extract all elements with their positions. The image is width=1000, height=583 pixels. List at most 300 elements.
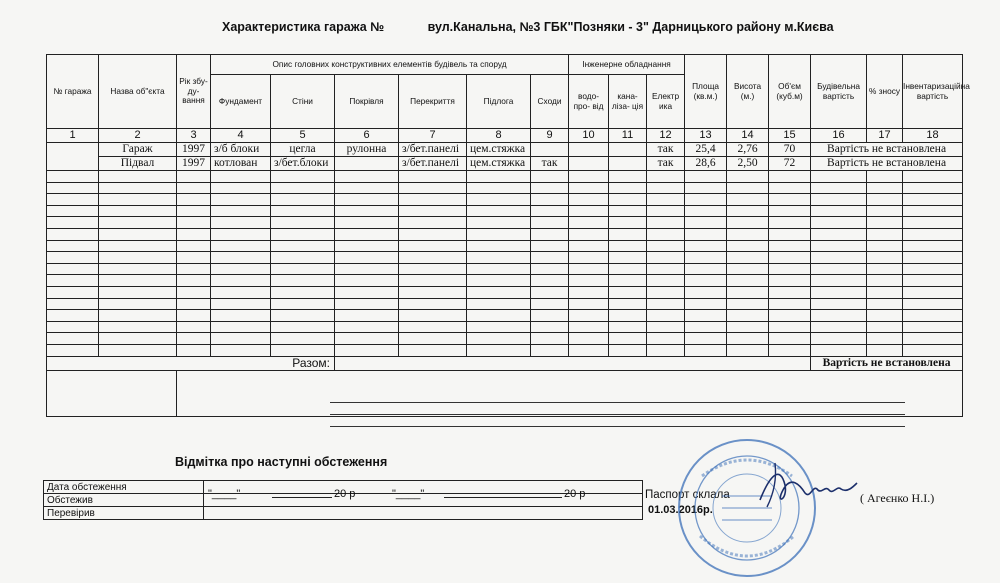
empty-cell	[647, 240, 685, 252]
empty-cell	[531, 298, 569, 310]
empty-cell	[727, 205, 769, 217]
empty-cell	[647, 298, 685, 310]
empty-cell	[399, 182, 467, 194]
empty-cell	[769, 240, 811, 252]
empty-cell	[399, 287, 467, 299]
empty-cell	[47, 240, 99, 252]
empty-cell	[399, 344, 467, 356]
empty-cell	[47, 171, 99, 183]
empty-cell	[335, 205, 399, 217]
empty-cell	[399, 263, 467, 275]
empty-cell	[647, 171, 685, 183]
empty-cell	[335, 252, 399, 264]
empty-cell	[467, 252, 531, 264]
col-number: 5	[271, 129, 335, 143]
col-floor: Підлога	[467, 75, 531, 129]
date1-month-line	[272, 485, 332, 498]
empty-cell	[647, 344, 685, 356]
empty-cell	[99, 344, 177, 356]
empty-cell	[569, 252, 609, 264]
empty-cell	[647, 287, 685, 299]
col-year: Рік збу- ду- вання	[177, 55, 211, 129]
empty-cell	[903, 333, 963, 345]
empty-cell	[47, 344, 99, 356]
electric-cell: так	[647, 156, 685, 170]
empty-row	[47, 217, 963, 229]
empty-cell	[531, 171, 569, 183]
date2-year: 20 р	[564, 488, 586, 500]
empty-cell	[727, 229, 769, 241]
empty-cell	[903, 194, 963, 206]
empty-cell	[271, 171, 335, 183]
empty-cell	[769, 217, 811, 229]
empty-cell	[99, 287, 177, 299]
empty-cell	[903, 263, 963, 275]
empty-cell	[399, 321, 467, 333]
col-number: 6	[335, 129, 399, 143]
empty-cell	[211, 217, 271, 229]
group-structural-elements: Опис головних конструктивних елементів будівель та споруд	[211, 55, 569, 75]
empty-row	[47, 275, 963, 287]
empty-cell	[685, 194, 727, 206]
empty-cell	[769, 182, 811, 194]
empty-cell	[769, 171, 811, 183]
empty-cell	[399, 333, 467, 345]
empty-cell	[467, 194, 531, 206]
empty-row	[47, 298, 963, 310]
empty-cell	[769, 229, 811, 241]
electric-cell: так	[647, 142, 685, 156]
empty-cell	[467, 287, 531, 299]
roof-cell	[335, 156, 399, 170]
empty-cell	[47, 333, 99, 345]
object-name-cell: Гараж	[99, 142, 177, 156]
empty-cell	[647, 182, 685, 194]
empty-cell	[335, 229, 399, 241]
empty-cell	[467, 171, 531, 183]
empty-cell	[211, 240, 271, 252]
empty-cell	[399, 298, 467, 310]
empty-cell	[531, 321, 569, 333]
total-label: Разом:	[47, 356, 335, 371]
empty-cell	[685, 240, 727, 252]
col-stairs: Сходи	[531, 75, 569, 129]
empty-cell	[47, 205, 99, 217]
empty-cell	[211, 205, 271, 217]
empty-cell	[867, 240, 903, 252]
empty-cell	[903, 182, 963, 194]
empty-cell	[531, 217, 569, 229]
empty-cell	[177, 205, 211, 217]
empty-cell	[335, 240, 399, 252]
empty-cell	[47, 321, 99, 333]
date2-day: "____"	[392, 488, 425, 500]
empty-cell	[271, 240, 335, 252]
col-number: 18	[903, 129, 963, 143]
empty-cell	[531, 263, 569, 275]
empty-row	[47, 333, 963, 345]
empty-cell	[177, 275, 211, 287]
blank-rows	[47, 171, 963, 357]
empty-row	[47, 182, 963, 194]
empty-cell	[467, 240, 531, 252]
empty-cell	[335, 275, 399, 287]
roof-cell: рулонна	[335, 142, 399, 156]
empty-cell	[177, 321, 211, 333]
empty-cell	[685, 182, 727, 194]
empty-cell	[867, 229, 903, 241]
empty-cell	[211, 298, 271, 310]
empty-cell	[685, 229, 727, 241]
empty-cell	[647, 252, 685, 264]
empty-cell	[335, 194, 399, 206]
empty-cell	[99, 333, 177, 345]
inspected-by-label: Обстежив	[44, 494, 204, 507]
empty-cell	[99, 263, 177, 275]
empty-cell	[903, 252, 963, 264]
empty-cell	[609, 321, 647, 333]
empty-cell	[99, 182, 177, 194]
empty-cell	[811, 275, 867, 287]
total-row	[47, 356, 963, 371]
empty-cell	[467, 229, 531, 241]
empty-row	[47, 205, 963, 217]
empty-cell	[867, 252, 903, 264]
table-row	[47, 156, 963, 170]
empty-cell	[531, 275, 569, 287]
empty-cell	[99, 252, 177, 264]
empty-cell	[685, 217, 727, 229]
address-text: вул.Канальна, №3 ГБК"Позняки - 3" Дарницького району м.Києва	[427, 20, 834, 34]
empty-cell	[609, 333, 647, 345]
empty-cell	[211, 321, 271, 333]
empty-cell	[177, 263, 211, 275]
empty-cell	[685, 205, 727, 217]
empty-cell	[271, 194, 335, 206]
empty-cell	[271, 344, 335, 356]
empty-cell	[399, 194, 467, 206]
col-sewerage: кана- ліза- ція	[609, 75, 647, 129]
empty-cell	[685, 275, 727, 287]
empty-row	[47, 194, 963, 206]
col-walls: Стіни	[271, 75, 335, 129]
empty-cell	[903, 240, 963, 252]
empty-cell	[271, 182, 335, 194]
next-inspections-title: Відмітка про наступні обстеження	[175, 455, 388, 469]
empty-cell	[99, 298, 177, 310]
note-line	[330, 414, 905, 415]
water-cell	[569, 156, 609, 170]
empty-cell	[867, 171, 903, 183]
empty-cell	[903, 287, 963, 299]
empty-cell	[685, 287, 727, 299]
empty-cell	[867, 333, 903, 345]
empty-cell	[335, 171, 399, 183]
empty-cell	[467, 321, 531, 333]
empty-cell	[531, 333, 569, 345]
empty-cell	[811, 252, 867, 264]
empty-cell	[727, 263, 769, 275]
empty-cell	[647, 217, 685, 229]
empty-cell	[811, 217, 867, 229]
ceiling-cell: з/бет.панелі	[399, 156, 467, 170]
empty-cell	[811, 287, 867, 299]
volume-cell: 72	[769, 156, 811, 170]
col-height: Висота (м.)	[727, 55, 769, 129]
empty-cell	[47, 287, 99, 299]
empty-cell	[531, 229, 569, 241]
empty-cell	[811, 344, 867, 356]
col-number: 11	[609, 129, 647, 143]
empty-cell	[727, 252, 769, 264]
empty-cell	[531, 287, 569, 299]
area-cell: 28,6	[685, 156, 727, 170]
empty-cell	[811, 310, 867, 322]
empty-row	[47, 344, 963, 356]
empty-cell	[271, 310, 335, 322]
empty-cell	[177, 194, 211, 206]
height-cell: 2,50	[727, 156, 769, 170]
empty-cell	[467, 333, 531, 345]
page-title	[222, 20, 840, 34]
empty-cell	[177, 229, 211, 241]
empty-cell	[867, 263, 903, 275]
empty-cell	[727, 171, 769, 183]
empty-cell	[99, 275, 177, 287]
empty-cell	[211, 333, 271, 345]
empty-cell	[727, 321, 769, 333]
sewer-cell	[609, 156, 647, 170]
col-inventory-value: Інвентаризаційна вартість	[903, 55, 963, 129]
date1-year: 20 р	[334, 488, 356, 500]
empty-cell	[177, 240, 211, 252]
empty-cell	[811, 321, 867, 333]
empty-cell	[399, 275, 467, 287]
col-number: 13	[685, 129, 727, 143]
date1-day: "____"	[208, 488, 241, 500]
empty-cell	[531, 194, 569, 206]
col-number: 17	[867, 129, 903, 143]
col-electricity: Електр ика	[647, 75, 685, 129]
empty-cell	[811, 229, 867, 241]
empty-cell	[609, 229, 647, 241]
empty-cell	[811, 171, 867, 183]
col-garage-number: № гаража	[47, 55, 99, 129]
empty-cell	[727, 344, 769, 356]
empty-row	[47, 171, 963, 183]
empty-cell	[903, 229, 963, 241]
year-cell: 1997	[177, 142, 211, 156]
empty-cell	[177, 333, 211, 345]
empty-cell	[647, 275, 685, 287]
empty-row	[47, 321, 963, 333]
empty-cell	[569, 217, 609, 229]
empty-cell	[177, 298, 211, 310]
empty-cell	[769, 194, 811, 206]
empty-cell	[211, 275, 271, 287]
empty-cell	[609, 310, 647, 322]
empty-cell	[569, 321, 609, 333]
empty-row	[47, 310, 963, 322]
empty-cell	[569, 182, 609, 194]
empty-cell	[769, 321, 811, 333]
empty-cell	[609, 217, 647, 229]
empty-cell	[335, 217, 399, 229]
empty-cell	[47, 252, 99, 264]
col-number: 16	[811, 129, 867, 143]
date2-month-line	[444, 485, 562, 498]
empty-cell	[769, 298, 811, 310]
empty-cell	[727, 194, 769, 206]
empty-cell	[727, 333, 769, 345]
col-number: 2	[99, 129, 177, 143]
empty-cell	[867, 287, 903, 299]
empty-cell	[727, 287, 769, 299]
empty-cell	[609, 287, 647, 299]
empty-cell	[569, 275, 609, 287]
empty-cell	[531, 182, 569, 194]
empty-row	[47, 252, 963, 264]
empty-cell	[647, 229, 685, 241]
empty-row	[47, 229, 963, 241]
sewer-cell	[609, 142, 647, 156]
ceiling-cell: з/бет.панелі	[399, 142, 467, 156]
note-line	[330, 426, 905, 427]
floor-cell: цем.стяжка	[467, 156, 531, 170]
empty-cell	[647, 333, 685, 345]
empty-cell	[569, 194, 609, 206]
total-value: Вартість не встановлена	[811, 356, 963, 371]
empty-cell	[769, 344, 811, 356]
empty-cell	[399, 310, 467, 322]
column-numbers-row	[47, 129, 963, 143]
empty-cell	[271, 217, 335, 229]
empty-cell	[399, 252, 467, 264]
empty-cell	[399, 171, 467, 183]
empty-cell	[811, 194, 867, 206]
empty-cell	[647, 321, 685, 333]
empty-cell	[867, 321, 903, 333]
empty-cell	[867, 275, 903, 287]
empty-cell	[467, 205, 531, 217]
empty-cell	[811, 205, 867, 217]
empty-cell	[769, 252, 811, 264]
empty-cell	[903, 275, 963, 287]
empty-cell	[467, 344, 531, 356]
empty-cell	[769, 205, 811, 217]
empty-cell	[335, 182, 399, 194]
empty-cell	[685, 263, 727, 275]
col-ceiling: Перекриття	[399, 75, 467, 129]
empty-cell	[271, 205, 335, 217]
empty-cell	[467, 310, 531, 322]
col-number: 12	[647, 129, 685, 143]
empty-row	[47, 287, 963, 299]
empty-cell	[647, 205, 685, 217]
empty-cell	[811, 240, 867, 252]
empty-cell	[47, 275, 99, 287]
col-number: 3	[177, 129, 211, 143]
empty-cell	[609, 252, 647, 264]
empty-cell	[903, 298, 963, 310]
notes-row	[47, 371, 963, 417]
col-foundation: Фундамент	[211, 75, 271, 129]
col-number: 14	[727, 129, 769, 143]
walls-cell: цегла	[271, 142, 335, 156]
empty-cell	[647, 310, 685, 322]
col-wear: % зносу	[867, 55, 903, 129]
empty-cell	[271, 298, 335, 310]
empty-cell	[531, 310, 569, 322]
signature-icon	[755, 455, 860, 515]
height-cell: 2,76	[727, 142, 769, 156]
stairs-cell: так	[531, 156, 569, 170]
empty-cell	[867, 205, 903, 217]
checked-by-label: Перевірив	[44, 507, 204, 520]
empty-cell	[211, 263, 271, 275]
empty-cell	[569, 287, 609, 299]
empty-cell	[867, 194, 903, 206]
empty-cell	[47, 194, 99, 206]
empty-row	[47, 240, 963, 252]
empty-cell	[569, 240, 609, 252]
year-cell: 1997	[177, 156, 211, 170]
empty-cell	[811, 182, 867, 194]
value-cell: Вартість не встановлена	[811, 156, 963, 170]
empty-cell	[569, 344, 609, 356]
garage-number-cell	[47, 142, 99, 170]
empty-cell	[399, 217, 467, 229]
empty-cell	[399, 229, 467, 241]
empty-cell	[727, 310, 769, 322]
col-number: 7	[399, 129, 467, 143]
empty-cell	[685, 252, 727, 264]
empty-cell	[335, 263, 399, 275]
empty-cell	[335, 287, 399, 299]
inspection-date-label: Дата обстеження	[44, 481, 204, 494]
empty-cell	[531, 240, 569, 252]
empty-cell	[271, 275, 335, 287]
empty-cell	[99, 229, 177, 241]
foundation-cell: котлован	[211, 156, 271, 170]
empty-cell	[727, 182, 769, 194]
empty-cell	[609, 171, 647, 183]
empty-cell	[569, 229, 609, 241]
empty-row	[47, 263, 963, 275]
empty-cell	[609, 263, 647, 275]
empty-cell	[211, 229, 271, 241]
empty-cell	[177, 252, 211, 264]
empty-cell	[609, 344, 647, 356]
empty-cell	[467, 298, 531, 310]
area-cell: 25,4	[685, 142, 727, 156]
empty-cell	[99, 310, 177, 322]
empty-cell	[47, 310, 99, 322]
empty-cell	[769, 263, 811, 275]
col-number: 4	[211, 129, 271, 143]
value-cell: Вартість не встановлена	[811, 142, 963, 156]
empty-cell	[47, 263, 99, 275]
empty-cell	[867, 182, 903, 194]
empty-cell	[467, 182, 531, 194]
empty-cell	[399, 240, 467, 252]
col-area: Площа (кв.м.)	[685, 55, 727, 129]
empty-cell	[271, 229, 335, 241]
empty-cell	[177, 310, 211, 322]
empty-cell	[335, 310, 399, 322]
empty-cell	[271, 333, 335, 345]
col-water-supply: водо- про- від	[569, 75, 609, 129]
